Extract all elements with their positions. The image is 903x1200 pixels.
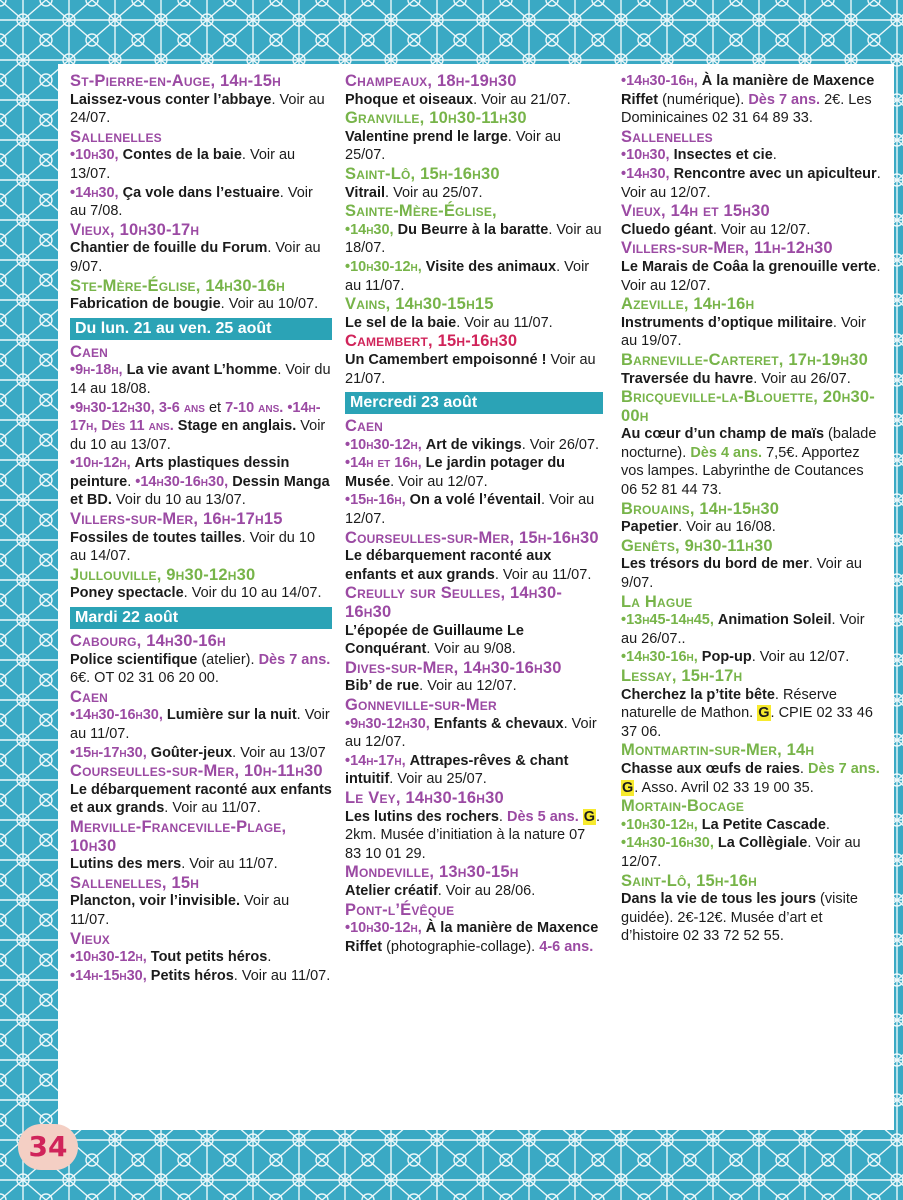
event-entry: Le Marais de Coâa la grenouille verte. Voir au 12/07. [621, 258, 881, 294]
column-3 [621, 72, 883, 946]
event-entry: Le débarquement raconté aux enfants et aux grands. Voir au 11/07. [70, 781, 332, 817]
location-heading: Courseulles-sur-Mer, 10h-11h30 [70, 762, 323, 781]
event-entry: •14h30, Ça vole dans l’estuaire. Voir au 7/08. [70, 184, 313, 220]
page-number-badge [18, 1124, 78, 1170]
event-entry: Fossiles de toutes tailles. Voir du 10 au 14/07. [70, 529, 316, 565]
event-entry: Bib’ de rue. Voir au 12/07. [345, 678, 517, 695]
location-heading: Pont-l’Évêque [345, 900, 455, 919]
event-entry: Police scientifique (atelier). Dès 7 ans. 6€. OT 02 31 06 20 00. [70, 651, 331, 687]
event-entry: •14h30-16h30, La Collègiale. Voir au 12/07. [621, 835, 861, 870]
event-entry: •14h-15h30, Petits héros. Voir au 11/07. [70, 967, 331, 984]
event-entry: Les trésors du bord de mer. Voir au 9/07. [621, 556, 862, 592]
location-heading: Le Vey, 14h30-16h30 [345, 788, 504, 807]
location-heading: Sainte-Mère-Église, [345, 202, 497, 221]
location-heading: Sallenelles [621, 127, 713, 146]
event-entry: Fabrication de bougie. Voir au 10/07. [70, 296, 319, 313]
event-entry: Un Camembert empoisonné ! Voir au 21/07. [345, 351, 596, 387]
location-heading: Villers-sur-Mer, 16h-17h15 [70, 510, 283, 529]
location-heading: Brouains, 14h-15h30 [621, 499, 780, 518]
location-heading: Lessay, 15h-17h [621, 667, 743, 685]
event-entry: Valentine prend le large. Voir au 25/07. [345, 128, 561, 164]
event-entry: •9h30-12h30, 3-6 ans et 7-10 ans. •14h-17h, Dès 11 ans. Stage en anglais. Voir du 10 au 13/07. [70, 399, 326, 453]
event-entry: •14h et 16h, Le jardin potager du Musée. Voir au 12/07. [345, 455, 566, 490]
event-entry: •10h30-12h, À la manière de Maxence Riffet (photographie-collage). 4-6 ans. [345, 920, 599, 955]
location-heading: Vieux, 10h30-17h [70, 220, 200, 239]
event-entry: •10h30-12h, Visite des animaux. Voir au 11/07. [345, 258, 590, 294]
location-heading: Granville, 10h30-11h30 [345, 109, 527, 128]
location-heading: Champeaux, 18h-19h30 [345, 72, 517, 90]
event-entry: Cherchez la p’tite bête. Réserve naturelle de Mathon. G. CPIE 02 33 46 37 06. [621, 686, 873, 740]
location-heading: La Hague [621, 592, 693, 611]
event-entry: •10h30, Insectes et cie. [621, 147, 777, 164]
event-entry: Chantier de fouille du Forum. Voir au 9/07. [70, 240, 321, 275]
location-heading: Saint-Lô, 15h-16h30 [345, 164, 500, 183]
location-heading: Gonneville-sur-Mer [345, 696, 497, 714]
event-entry: Les lutins des rochers. Dès 5 ans. G. 2km. Musée d’initiation à la nature 07 83 10 01 29. [345, 808, 601, 862]
location-heading: Sallenelles, 15h [70, 873, 200, 892]
location-heading: Caen [70, 687, 109, 706]
location-heading: Vieux [70, 929, 111, 948]
event-entry: •14h30-16h30, Lumière sur la nuit. Voir au 11/07. [70, 707, 330, 742]
location-heading: Merville-Franceville-Plage, 10h30 [70, 817, 287, 855]
location-heading: Camembert, 15h-16h30 [345, 332, 518, 351]
event-entry: Cluedo géant. Voir au 12/07. [621, 221, 811, 238]
location-heading: Azeville, 14h-16h [621, 295, 755, 314]
event-entry: Laissez-vous conter l’abbaye. Voir au 24/07. [70, 91, 325, 127]
location-heading: Saint-Lô, 15h-16h [621, 871, 758, 890]
location-heading: Ste-Mère-Église, 14h30-16h [70, 276, 286, 295]
location-heading: Caen [70, 342, 109, 361]
location-heading: Cabourg, 14h30-16h [70, 632, 226, 651]
event-entry: •10h30-12h, Tout petits héros. [70, 949, 272, 966]
day-header: Du lun. 21 au ven. 25 août [70, 318, 332, 340]
location-heading: Courseulles-sur-Mer, 15h-16h30 [345, 528, 599, 547]
location-heading: Creully sur Seulles, 14h30-16h30 [345, 584, 563, 622]
event-entry: Chasse aux œufs de raies. Dès 7 ans. G. Asso. Avril 02 33 19 00 35. [621, 760, 880, 796]
event-entry: Poney spectacle. Voir du 10 au 14/07. [70, 585, 322, 602]
location-heading: Vains, 14h30-15h15 [345, 295, 494, 314]
column-2 [345, 72, 603, 956]
location-heading: Caen [345, 417, 384, 436]
location-heading: Dives-sur-Mer, 14h30-16h30 [345, 658, 562, 677]
column-1 [70, 72, 332, 985]
location-heading: Mortain-Bocage [621, 797, 745, 816]
location-heading: Sallenelles [70, 127, 162, 146]
event-entry: •14h30-16h, À la manière de Maxence Riffet (numérique). Dès 7 ans. 2€. Les Dominicaines 02 31 64 89 33. [621, 73, 875, 127]
event-entry: Papetier. Voir au 16/08. [621, 519, 776, 536]
event-entry: Traversée du havre. Voir au 26/07. [621, 370, 851, 387]
page-number: 34 [28, 1130, 68, 1163]
location-heading: Montmartin-sur-Mer, 14h [621, 741, 815, 760]
location-heading: Vieux, 14h et 15h30 [621, 202, 770, 221]
event-entry: •14h30, Du Beurre à la baratte. Voir au 18/07. [345, 221, 602, 257]
event-entry: •10h-12h, Arts plastiques dessin peinture. •14h30-16h30, Dessin Manga et BD. Voir du 10 au 13/07. [70, 455, 330, 509]
location-heading: Mondeville, 13h30-15h [345, 863, 519, 882]
event-entry: Dans la vie de tous les jours (visite guidée). 2€-12€. Musée d’art et d’histoire 02 33 72 52 55. [621, 891, 858, 945]
event-entry: Le sel de la baie. Voir au 11/07. [345, 314, 553, 331]
event-entry: •10h30-12h, La Petite Cascade. [621, 816, 830, 833]
event-entry: •10h30-12h, Art de vikings. Voir 26/07. [345, 436, 600, 453]
event-entry: •15h-17h30, Goûter-jeux. Voir au 13/07 [70, 744, 326, 761]
event-entry: Lutins des mers. Voir au 11/07. [70, 856, 278, 873]
event-entry: Phoque et oiseaux. Voir au 21/07. [345, 91, 571, 108]
location-heading: Barneville-Carteret, 17h-19h30 [621, 350, 869, 369]
event-entry: Plancton, voir l’invisible. Voir au 11/07. [70, 893, 290, 928]
location-heading: Genêts, 9h30-11h30 [621, 536, 773, 555]
event-entry: •10h30, Contes de la baie. Voir au 13/07. [70, 147, 296, 182]
event-entry: •15h-16h, On a volé l’éventail. Voir au 12/07. [345, 492, 595, 528]
event-entry: •9h30-12h30, Enfants & chevaux. Voir au 12/07. [345, 715, 597, 751]
event-entry: Instruments d’optique militaire. Voir au 19/07. [621, 314, 866, 350]
event-entry: •13h45-14h45, Animation Soleil. Voir au 26/07.. [621, 612, 865, 647]
location-heading: Jullouville, 9h30-12h30 [70, 565, 256, 584]
day-header: Mercredi 23 août [345, 392, 603, 414]
event-entry: Le débarquement raconté aux enfants et aux grands. Voir au 11/07. [345, 548, 592, 583]
event-entry: •14h30-16h, Pop-up. Voir au 12/07. [621, 649, 850, 666]
location-heading: Bricqueville-la-Blouette, 20h30-00h [621, 388, 875, 425]
event-entry: Au cœur d’un champ de maïs (balade nocturne). Dès 4 ans. 7,5€. Apportez vos lampes. Labyrinthe de Coutances 06 52 81 44 73. [621, 426, 877, 499]
location-heading: St-Pierre-en-Auge, 14h-15h [70, 72, 281, 90]
event-entry: •9h-18h, La vie avant L’homme. Voir du 14 au 18/08. [70, 362, 331, 397]
day-header: Mardi 22 août [70, 607, 332, 629]
event-entry: L’épopée de Guillaume Le Conquérant. Voir au 9/08. [345, 622, 524, 658]
event-entry: •14h-17h, Attrapes-rêves & chant intuitif. Voir au 25/07. [345, 752, 569, 788]
location-heading: Villers-sur-Mer, 11h-12h30 [621, 239, 833, 258]
event-entry: •14h30, Rencontre avec un apiculteur. Voir au 12/07. [621, 165, 881, 201]
event-entry: Atelier créatif. Voir au 28/06. [345, 882, 536, 899]
event-entry: Vitrail. Voir au 25/07. [345, 184, 483, 201]
